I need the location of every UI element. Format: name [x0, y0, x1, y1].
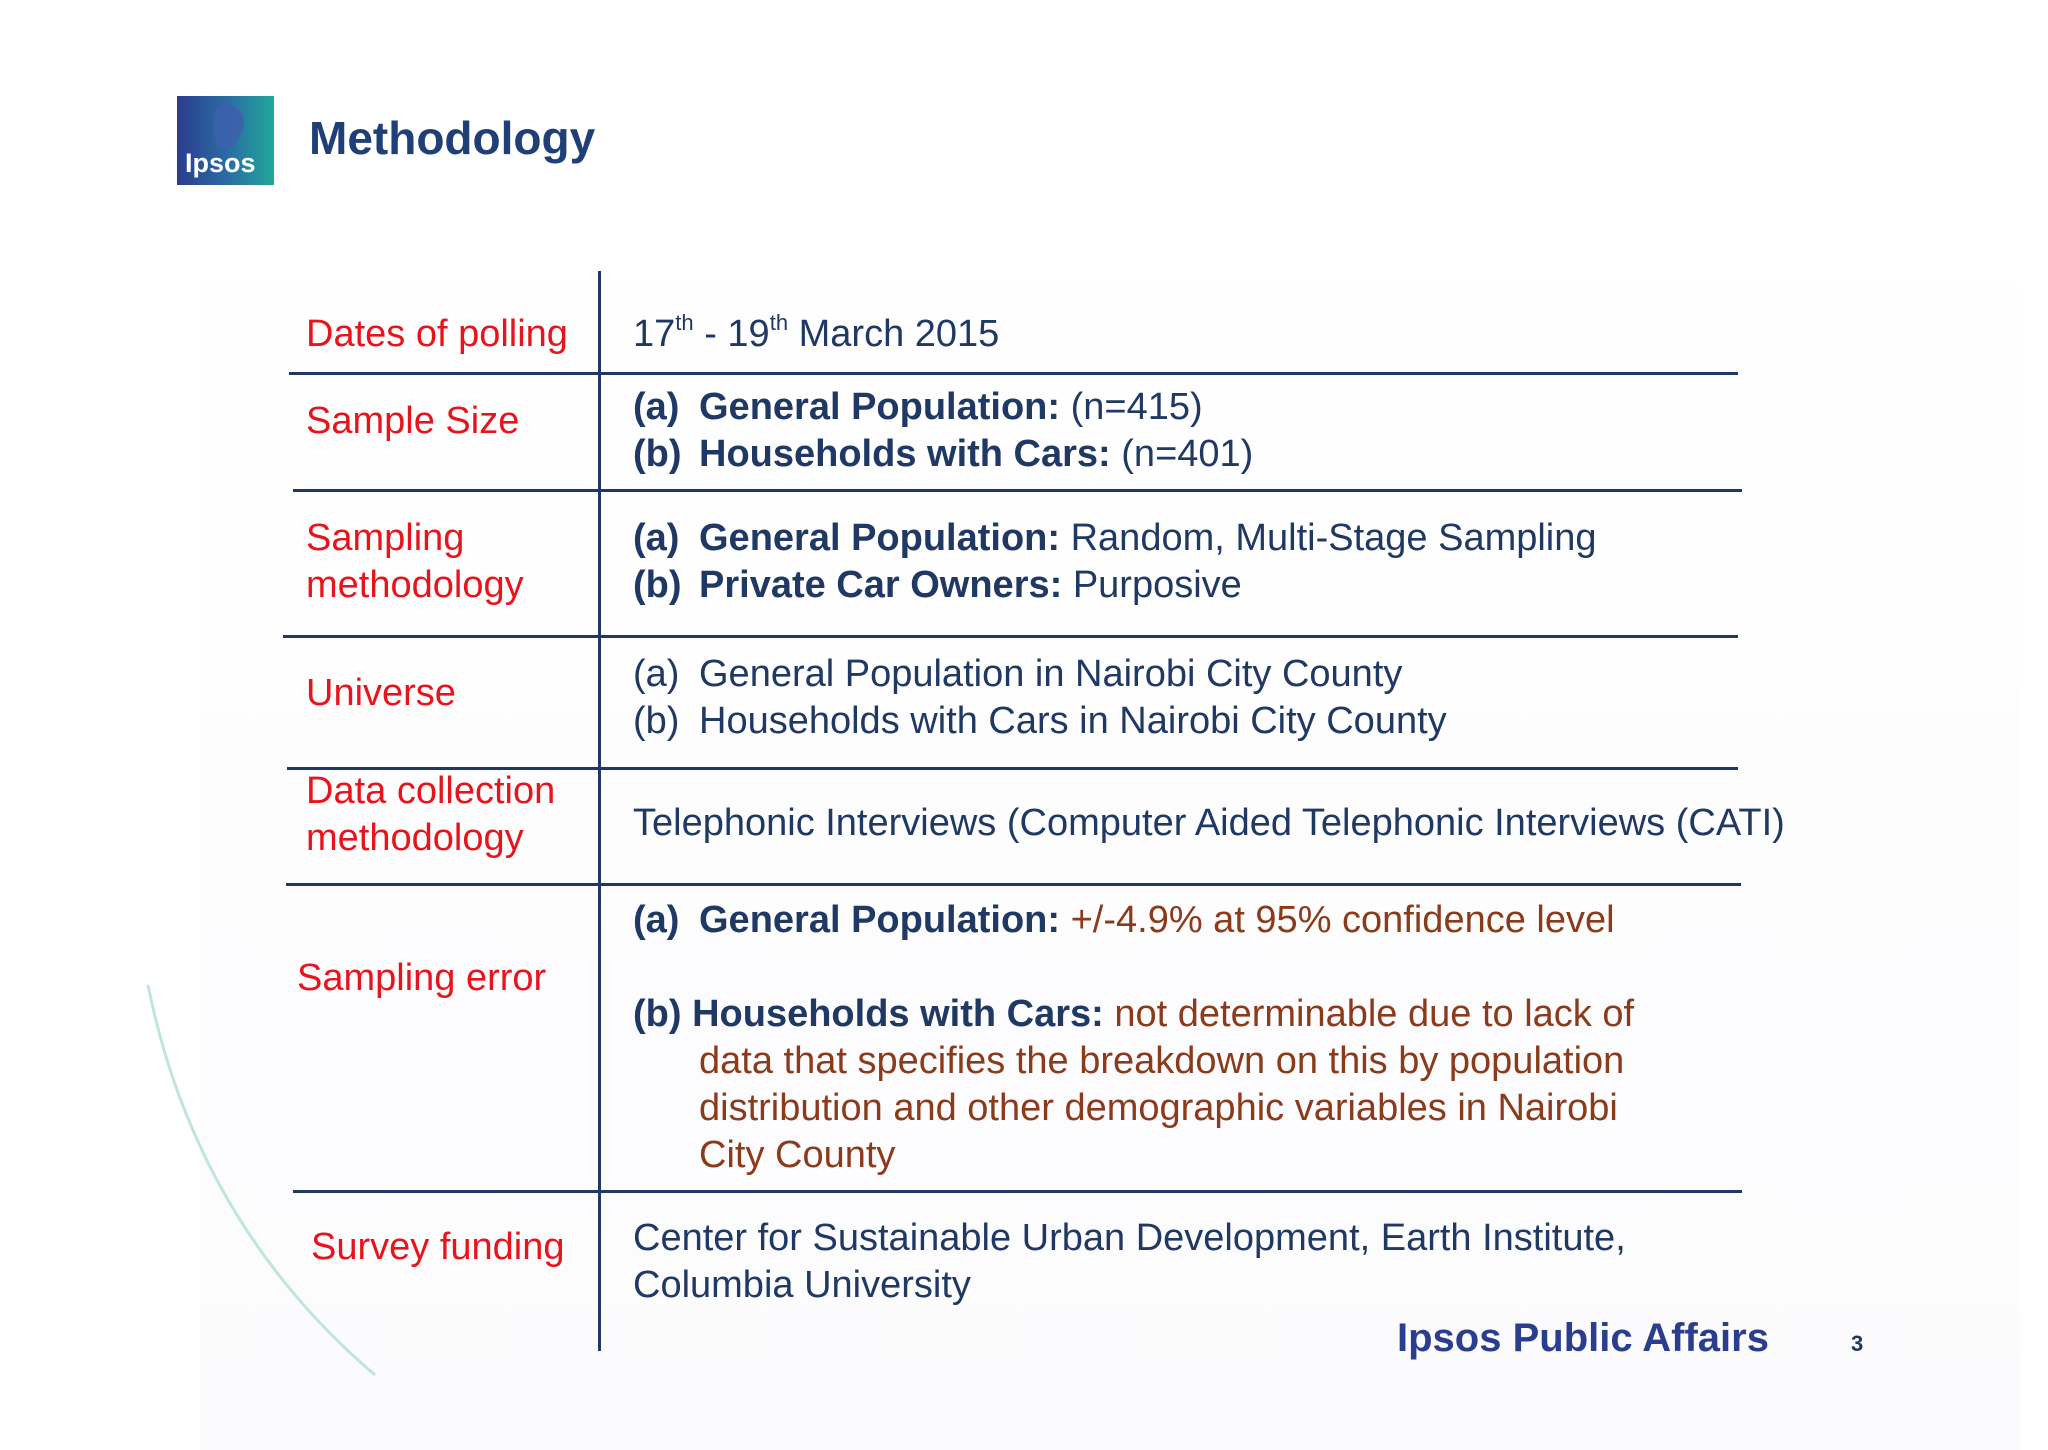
row-divider	[289, 372, 1738, 375]
page-title: Methodology	[309, 112, 596, 164]
list-item: (a) General Population: +/-4.9% at 95% confidence level	[633, 899, 1615, 941]
row-label-data-collection: Data collection methodology	[306, 770, 556, 859]
row-value-sample-size	[633, 384, 1253, 478]
ipsos-logo	[177, 96, 274, 185]
row-label-sample-size: Sample Size	[306, 400, 520, 442]
list-item: (b) Households with Cars: not determinable due to lack of	[633, 993, 1635, 1035]
row-label-dates: Dates of polling	[306, 313, 568, 355]
row-divider	[286, 883, 1741, 886]
list-item: (a) General Population: (n=415)	[633, 386, 1203, 428]
table-vertical-divider	[598, 271, 601, 1351]
list-item: (b) Households with Cars in Nairobi City County	[633, 700, 1447, 742]
row-divider	[293, 489, 1742, 492]
row-value-sampling-methodology	[633, 515, 1597, 609]
list-item: (b) Households with Cars: (n=401)	[633, 433, 1254, 475]
row-value-data-collection: Telephonic Interviews (Computer Aided Telephonic Interviews (CATI)	[633, 802, 1785, 844]
row-label-universe: Universe	[306, 672, 456, 714]
row-value-survey-funding: Center for Sustainable Urban Development, Earth Institute, Columbia University	[633, 1217, 1626, 1306]
row-divider	[293, 1190, 1742, 1193]
page-number: 3	[1851, 1331, 1864, 1356]
row-value-sampling-error: (a) General Population: +/-4.9% at 95% confidence level (b) Households with Cars: not determinable due to lack of data that specifies the breakdown on this by population distribution and other demographic variables in Nairobi City County	[633, 899, 1635, 1176]
svg-text:Ipsos: Ipsos	[185, 148, 256, 178]
list-item: (b) Private Car Owners: Purposive	[633, 564, 1242, 606]
row-value-dates: 17th - 19th March 2015	[633, 310, 1000, 355]
list-item: (a) General Population: Random, Multi-Stage Sampling	[633, 517, 1597, 559]
footer-brand: Ipsos Public Affairs	[1397, 1316, 1769, 1360]
row-label-sampling-error: Sampling error	[297, 957, 547, 999]
row-value-universe	[633, 651, 1447, 745]
row-label-sampling-methodology: Sampling methodology	[306, 517, 524, 606]
row-label-survey-funding: Survey funding	[311, 1226, 565, 1268]
list-item: (a) General Population in Nairobi City County	[633, 653, 1403, 695]
row-divider	[283, 635, 1738, 638]
